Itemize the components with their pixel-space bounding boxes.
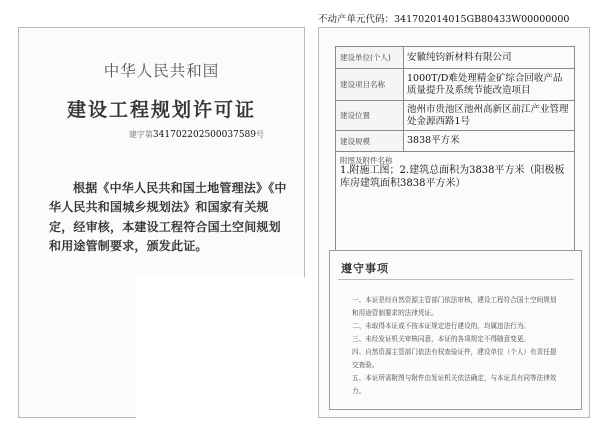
certificate-number (129, 129, 264, 140)
certificate-cover-panel (18, 27, 305, 418)
legal-basis-text: 根据《中华人民共和国土地管理法》《中华人民共和国城乡规划法》和国家有关规定，经审核，本建设工程符合国土空间规划和用途管制要求，颁发此证。 (49, 181, 287, 254)
info-row-location (336, 101, 574, 131)
notice-item: 一、本证是经自然资源主管部门依法审核，建设工程符合国土空间规划 (352, 296, 557, 304)
notice-item: 和用途管制要求的法律凭证。 (352, 309, 438, 317)
info-value: 池州市贵池区池州高新区前江产业管理处金源西路1号 (407, 103, 569, 127)
certificate-number-prefix: 建字第 (128, 130, 153, 139)
notice-item: 四、自然资源主管部门依法有权查验证件，建设单位（个人）有责任提 (352, 348, 557, 356)
attachments-box (335, 151, 575, 251)
notice-box (329, 250, 582, 410)
attachments-text: 1.附施工图；2.建筑总面积为3838平方米（阳极板库房建筑面积3838平方米） (340, 165, 565, 189)
attachments-label: 附图及附件名称 (340, 156, 393, 165)
info-row-builder (336, 47, 574, 69)
info-label: 建设单位(个人) (336, 47, 404, 68)
certificate-title: 建设工程规划许可证 (66, 99, 256, 121)
certificate-number-value: 341702202500037589 (152, 130, 256, 140)
issuing-country: 中华人民共和国 (103, 62, 220, 80)
project-info-table (335, 46, 575, 152)
info-value: 安徽纯钧新材料有限公司 (407, 51, 512, 63)
info-value: 3838平方米 (407, 135, 460, 147)
notice-item: 交查验。 (352, 361, 379, 369)
notice-item: 五、本证所需附图与附件由发证机关依法确定，与本证具有同等法律效 (352, 374, 557, 382)
certificate-details-panel (318, 27, 590, 418)
certificate-number-suffix: 号 (256, 130, 264, 139)
info-label: 建设项目名称 (336, 69, 404, 100)
notice-list (352, 294, 578, 398)
info-label: 建设位置 (336, 101, 404, 130)
info-row-scale (336, 131, 574, 151)
notice-title: 遵守事项 (341, 262, 389, 275)
info-value: 1000T/D难处理精金矿综合回收产品质量提升及系统节能改造项目 (407, 72, 563, 96)
info-row-project-name (336, 69, 574, 101)
notice-item: 二、未取得本证或不按本证规定进行建设的，均属违法行为。 (352, 322, 531, 330)
info-label: 建设规模 (336, 131, 404, 151)
notice-divider (338, 279, 574, 280)
property-unit-code: 不动产单元代码：341702014015GB80433W00000000 (318, 14, 570, 25)
notice-item: 力。 (352, 387, 366, 395)
redacted-area (136, 277, 307, 425)
notice-item: 三、未经发证机关审核同意，本证的各项规定不得随意变更。 (352, 335, 531, 343)
